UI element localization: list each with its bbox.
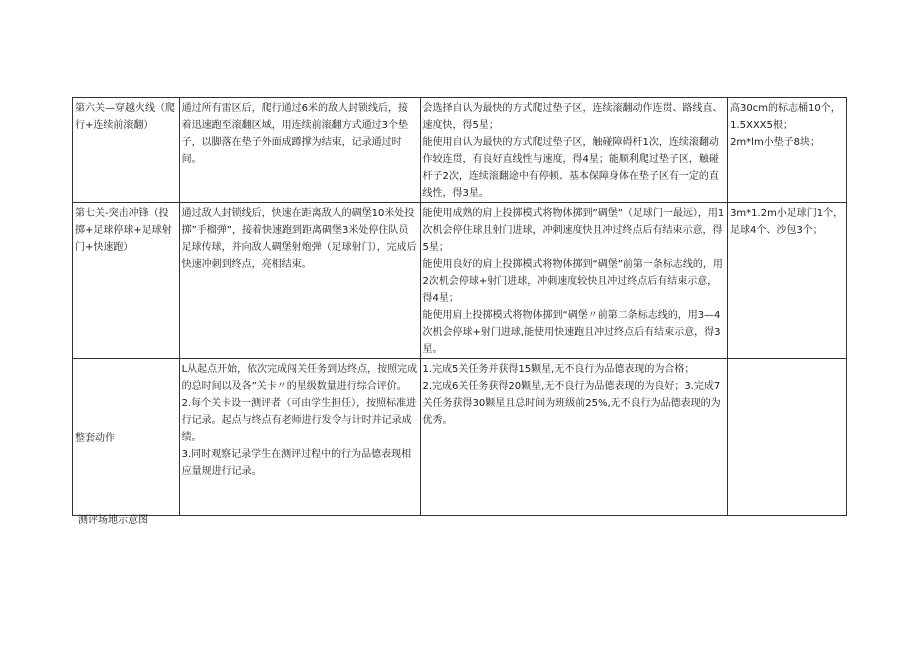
equipment-line: 高30cm的标志桶10个，1.5XXX5根； — [730, 103, 841, 131]
criteria-cell — [420, 98, 728, 203]
task-line: 3.同时观察记录学生在测评过程中的行为品德表现相应量规进行记录。 — [181, 449, 412, 477]
site-diagram-caption: 测评场地示意图 — [78, 515, 148, 526]
task-cell — [179, 359, 420, 516]
table-row — [73, 359, 847, 516]
stage-cell — [73, 359, 180, 516]
task-line: 2.每个关卡设一测评者（可由学生担任），按照标准进行记录。起点与终点有老师进行发令与计时并记录成绩。 — [181, 398, 417, 443]
task-cell — [179, 98, 420, 203]
criteria-line: 能使用良好的肩上投掷模式将物体掷到“碉堡”前第一条标志线的，用2次机会停球+射门进球，冲刺速度较快且冲过终点后有结束示意，得4星； — [422, 259, 723, 304]
stage-cell — [73, 203, 180, 359]
criteria-cell — [420, 359, 728, 516]
table-row — [73, 98, 847, 203]
equipment-cell — [728, 359, 847, 516]
criteria-line: 2.完成6关任务获得20颗星,无不良行为品德表现的为良好；3.完成7关任务获得30颗星且总时间为班级前25%,无不良行为品德表现的为优秀。 — [422, 381, 721, 426]
criteria-line: 能使用肩上投掷模式将物体掷到“碉堡〃前第二条标志线的，用3—4次机会停球+射门进球,能使用快速跑且冲过终点后有结束示意，得3星。 — [422, 310, 721, 355]
criteria-cell — [420, 203, 728, 359]
criteria-line: 能使用自认为最快的方式爬过垫子区，触碰障碍杆1次，连续滚翻动作较连贯，有良好直线性与速度，得4星；能顺利爬过垫子区，触碰杆子2次，连续滚翻途中有停顿、基本保障身体在垫子区有一定的直线性，得3星。 — [422, 137, 719, 199]
equipment-cell — [728, 98, 847, 203]
equipment-line: 2m*lm小垫子8块； — [730, 137, 821, 148]
criteria-line: 能使用成熟的肩上投掷模式将物体掷到”碉堡”（足球门一最远），用1次机会停住球且射门进球，冲刺速度快且冲过终点后有结束示意，得5星； — [422, 208, 725, 253]
equipment-cell — [728, 203, 847, 359]
task-cell — [179, 203, 420, 359]
equipment-line: 3m*1.2m小足球门1个，足球4个、沙包3个； — [730, 208, 844, 236]
stage-cell — [73, 98, 180, 203]
assessment-table — [72, 97, 847, 516]
table-row — [73, 203, 847, 359]
task-line: L从起点开始，依次完成闯关任务到达终点，按照完成的总时间以及各”关卡〃的星级数量进行综合评价。 — [181, 364, 418, 392]
criteria-line: 1.完成5关任务并获得15颗星,无不良行为品德表现的为合格； — [422, 364, 695, 375]
criteria-line: 会选择自认为最快的方式爬过垫子区，连续滚翻动作连贯、路线直、速度快，得5星； — [422, 103, 723, 131]
assessment-table-sheet — [72, 97, 847, 516]
task-description: 通过所有雷区后，爬行通过6米的敌人封锁线后，接着迅速跑至滚翻区域，用连续前滚翻方式通过3个垫子，以脚落在垫子外面成蹲撑为结束，记录通过时间。 — [181, 103, 408, 165]
task-description: 通过敌人封锁线后，快速在距离敌人的碉堡10米处投掷”手榴弹”，接着快速跑到距离碉堡3米处停住队员足球传球，并向敌人碉堡射炮弹（足球射门），完成后快速冲刺到终点，亮相结束。 — [181, 208, 417, 270]
stage-name: 第六关—穿越火线（爬行+连续前滚翻） — [75, 103, 175, 131]
stage-name: 第七关-突击冲锋（投掷+足球停球+足球射门+快速跑） — [75, 208, 172, 253]
stage-name: 整套动作 — [75, 432, 115, 444]
